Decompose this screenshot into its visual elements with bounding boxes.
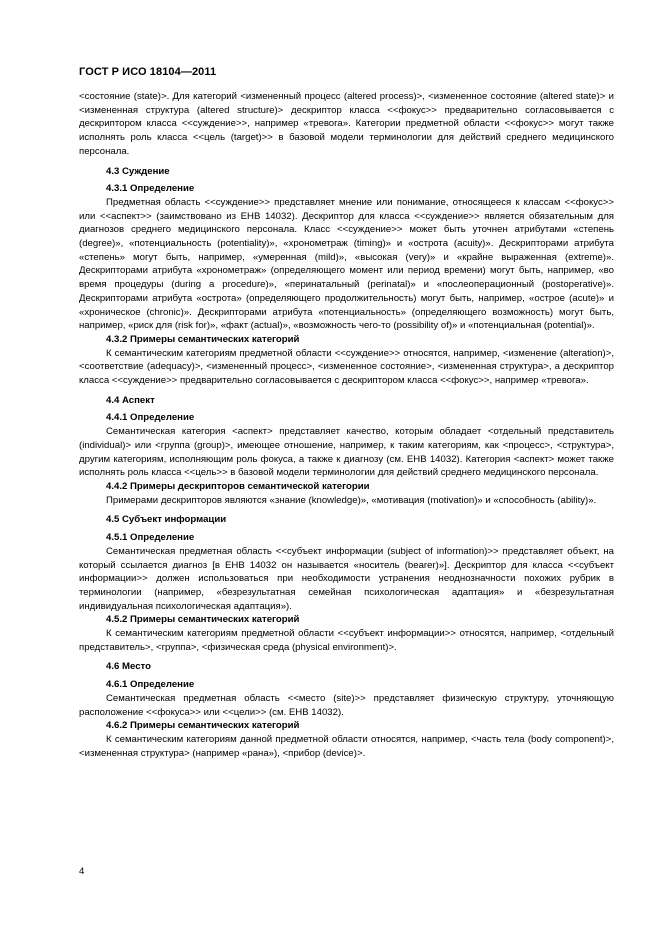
subsection-heading-4-4-1: 4.4.1 Определение [106,412,195,424]
subsection-heading-4-5-2: 4.5.2 Примеры семантических категорий [106,614,300,626]
paragraph: Семантическая предметная область <<субъект информации (subject of information)>> представляет объект, на который ссылается диагноз [в ЕНВ 14032 он называется «носитель (bearer)»]. Дескриптор для класса <<субъект информации>> должен использоваться при необходимости устранения неоднозначности похожих рубрик в терминологии (например, «безрезультатная семейная психологическая адаптация» и «безрезультатная индивидуальная психологическая адаптация»). [79,545,614,612]
page-number: 4 [79,866,85,877]
paragraph: <состояние (state)>. Для категорий <измененный процесс (altered process)>, <измененное состояние (altered state)> и <измененная структура (altered structure)> дескриптор класса <<фокус>> предварительно согласовывается с дескриптором класса <<суждение>>, например «тревога». Категории предметной области <<фокус>> могут также исполнять роль класса <<цель (target)>> в базовой модели терминологии для действий среднего медицинского персонала. [79,91,614,157]
subsection-heading-4-4-2: 4.4.2 Примеры дескрипторов семантической категории [106,480,370,492]
subsection-heading-4-6-1: 4.6.1 Определение [106,679,195,691]
paragraph: К семантическим категориям предметной области <<субъект информации>> относятся, например, <отдельный представитель>, <группа>, <физическая среда (physical environment)>. [79,628,614,653]
section-heading-4-4: 4.4 Аспект [106,394,155,406]
section-heading-4-3: 4.3 Суждение [106,165,170,177]
document-header: ГОСТ Р ИСО 18104—2011 [79,66,217,78]
document-body [79,90,614,760]
paragraph: Предметная область <<суждение>> представляет мнение или понимание, относящееся к классам <<фокус>> или <<аспект>> (заимствовано из ЕНВ 14032). Дескриптор для класса <<суждение>> является обязательным для диагнозов среднего медицинского персонала. Класс <<суждение>> может быть уточнен атрибутами «степень (degree)», «потенциальность (potentiality)», «хронометраж (timing)» и «острота (acuity)». Дескрипторами атрибута «степень» могут быть, например, «умеренная (mild)», «высокая (very)» и «крайне выраженная (extreme)». Дескрипторами атрибута «хронометраж» (определяющего момент или период времени) могут быть, например, «во время процедуры (during a procedure)», «перинатальный (perinatal)» и «послеоперационный (postoperative)». Дескрипторами атрибута «острота» (определяющего продолжительность) могут быть, например, «острое (acute)» и «хроническое (chronic)». Дескрипторами атрибута «потенциальность» (определяющего возможность) могут быть, например, «риск для (risk for)», «факт (actual)», «возможность чего-то (possibility of)» и «потенциальная (potential)». [79,196,614,332]
paragraph: Примерами дескрипторов являются «знание (knowledge)», «мотивация (motivation)» и «способность (ability)». [106,494,597,506]
subsection-heading-4-5-1: 4.5.1 Определение [106,532,195,544]
paragraph: Семантическая категория <аспект> представляет качество, которым обладает <отдельный представитель (individual)> или <группа (group)>, имеющее отношение, например, к таким категориям, как <процесс>, <структура>, другим категориям, исполняющим роль фокуса, а также к диагнозу (см. ЕНВ 14032). Категория <аспект> может также исполнять роль класса <<цель>> в базовой модели терминологии для действий среднего медицинского персонала. [79,426,614,479]
subsection-heading-4-3-2: 4.3.2 Примеры семантических категорий [106,333,300,345]
subsection-heading-4-6-2: 4.6.2 Примеры семантических категорий [106,720,300,732]
section-heading-4-5: 4.5 Субъект информации [106,514,227,526]
paragraph: К семантическим категориям данной предметной области относятся, например, <часть тела (body component)>, <измененная структура> (например «рана»), <прибор (device)>. [79,733,614,759]
subsection-heading-4-3-1: 4.3.1 Определение [106,183,195,195]
paragraph: К семантическим категориям предметной области <<суждение>> относятся, например, <изменение (alteration)>, <соответствие (adequacy)>, <измененный процесс>, <измененное состояние>, <измененная структура>, а дескриптор класса <<суждение>> предварительно согласовывается с дескриптором класса <<фокус>>, например «тревога». [79,347,614,387]
section-heading-4-6: 4.6 Место [106,661,151,673]
paragraph: Семантическая предметная область <<место (site)>> представляет физическую структуру, уточняющую расположение <<фокуса>> или <<цели>> (см. ЕНВ 14032). [79,692,614,718]
